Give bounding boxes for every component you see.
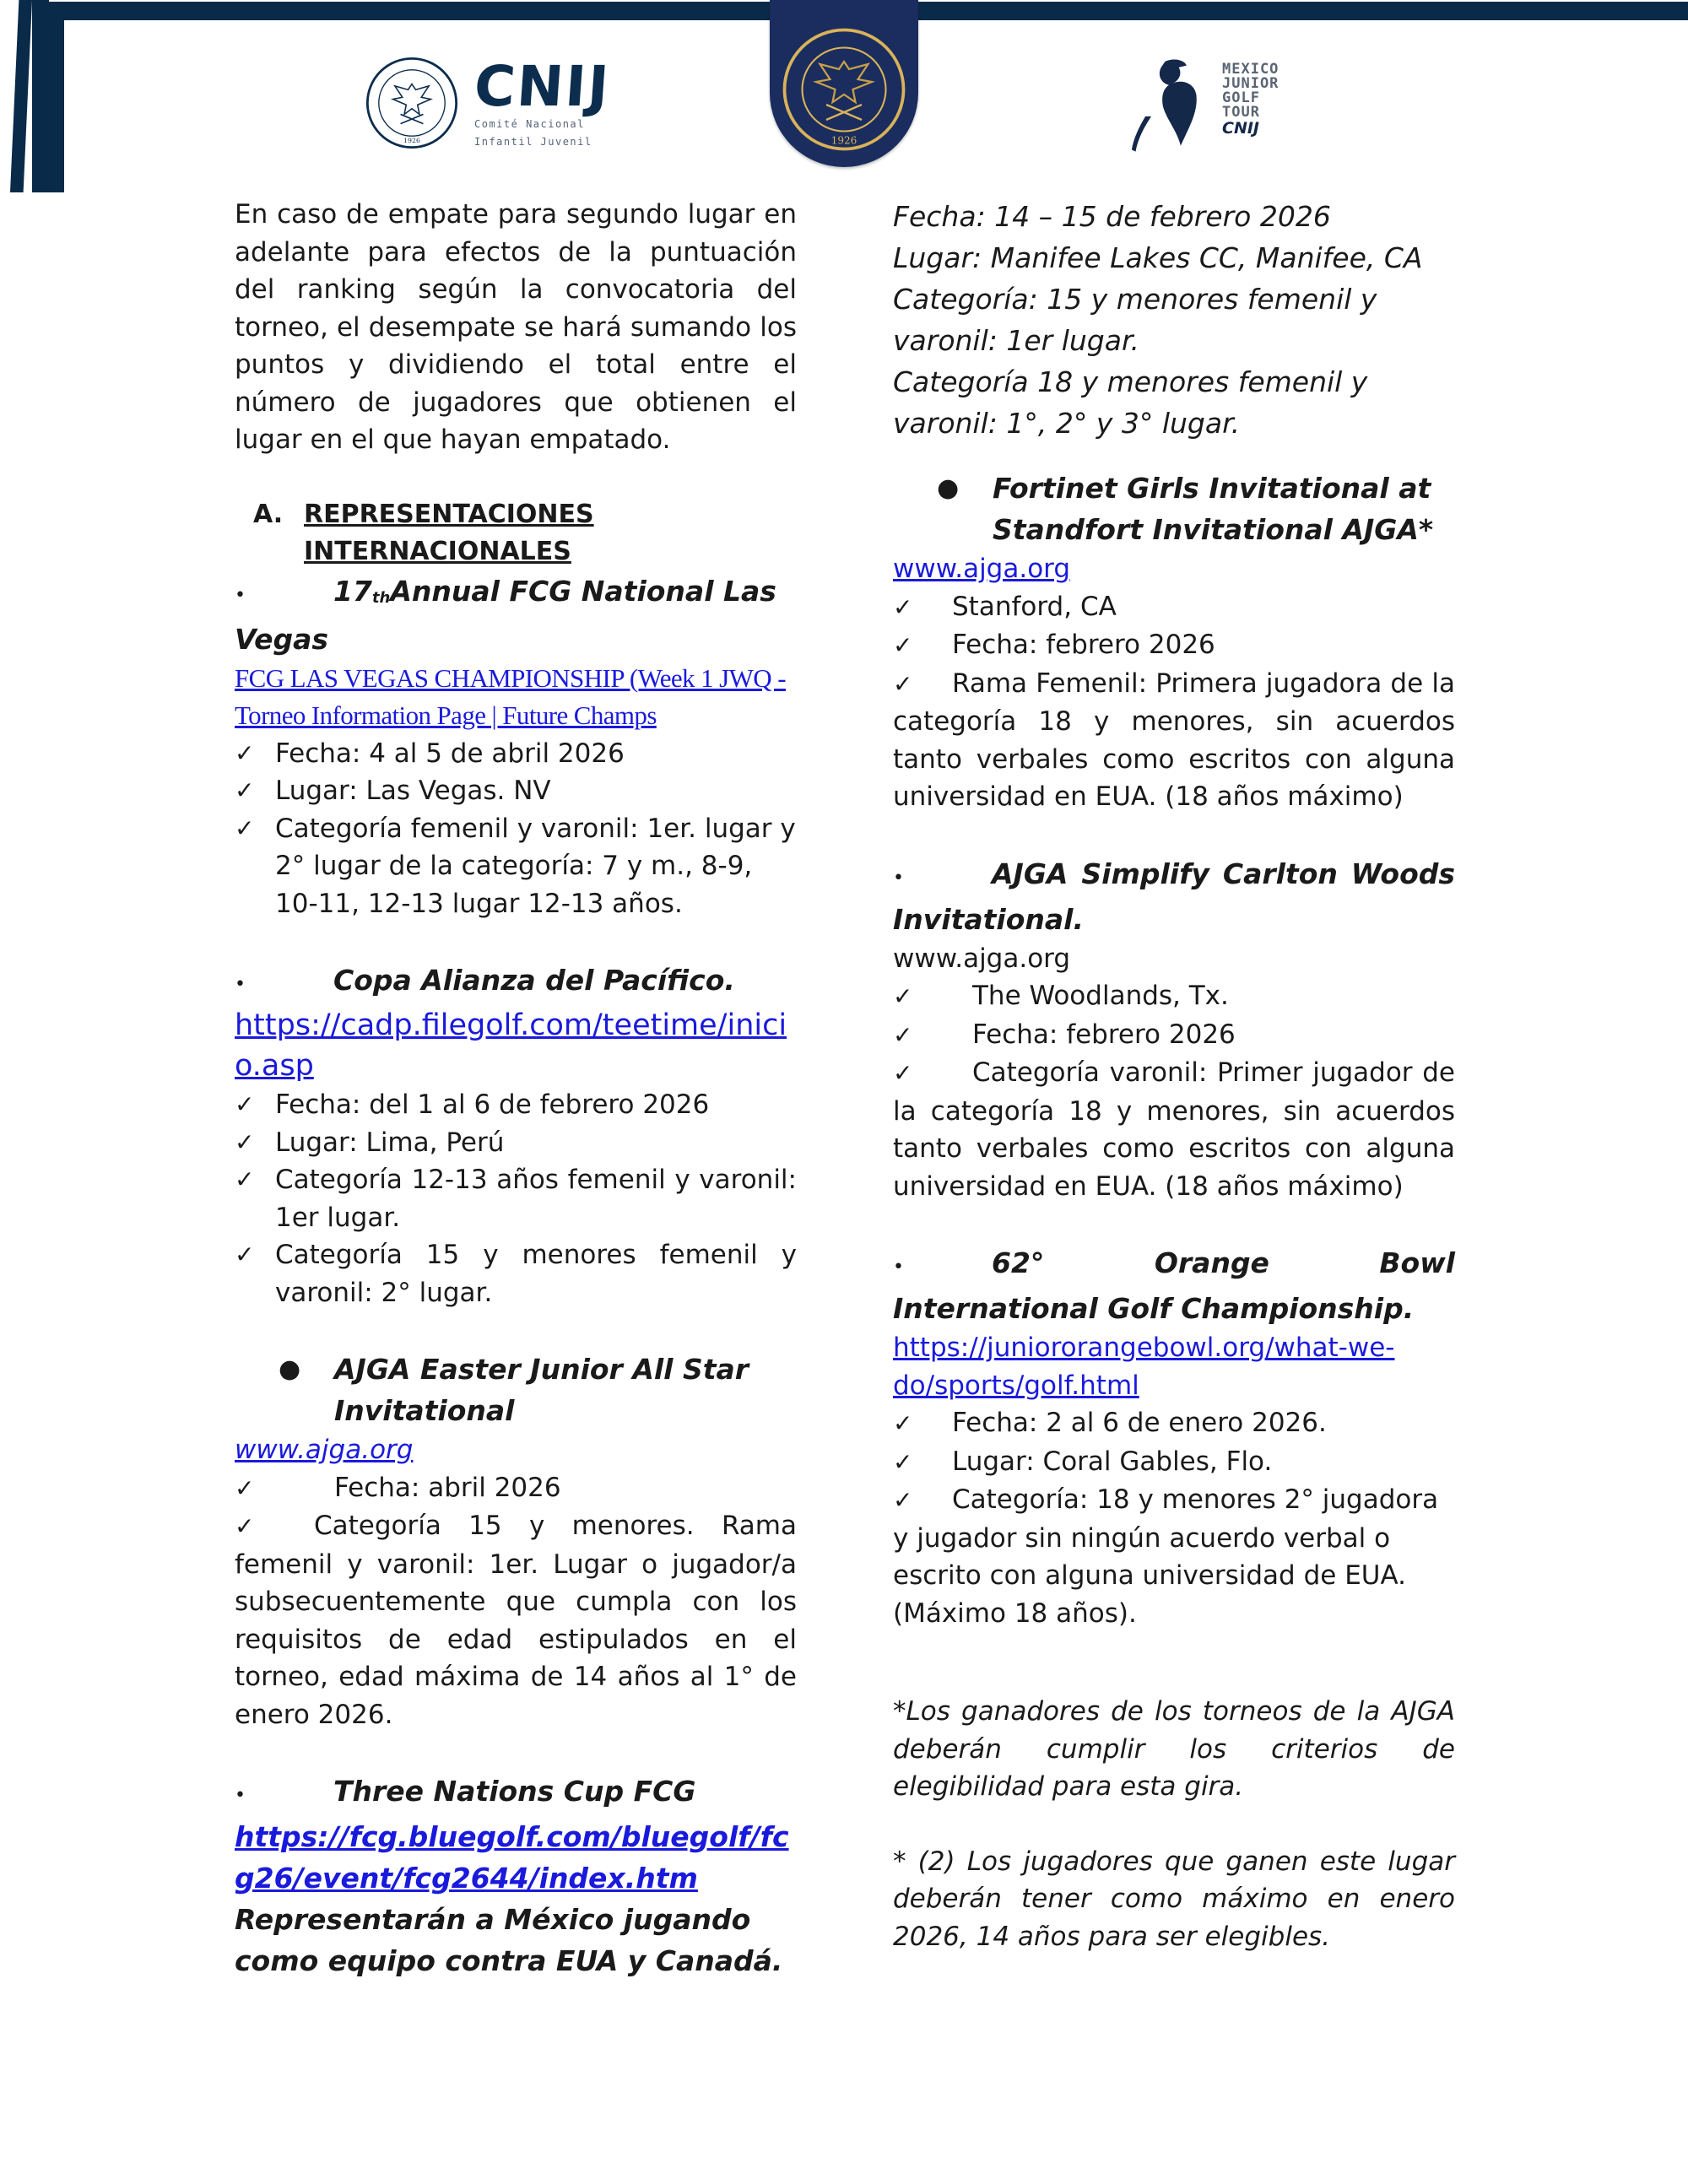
event-link[interactable]: FCG LAS VEGAS CHAMPIONSHIP (Week 1 JWQ - Torneo Information Page | Future Champs: [235, 662, 786, 730]
event-carlton-woods: [893, 853, 1455, 1206]
continued-event-details: [893, 196, 1455, 444]
event-link[interactable]: https://fcg.bluegolf.com/bluegolf/fcg26/event/fcg2644/index.htm: [235, 1820, 789, 1895]
detail-line: Lugar: Manifee Lakes CC, Manifee, CA: [893, 241, 1423, 274]
cnij-logo: [365, 54, 613, 154]
event-title: • AJGA Simplify Carlton Woods Invitational.: [893, 857, 1455, 936]
bullet-icon: •: [893, 867, 904, 889]
event-title: • 62° Orange Bowl International Golf Championship.: [893, 1246, 1455, 1325]
check-icon: ✓: [893, 592, 913, 621]
mjgt-line: GOLF: [1222, 89, 1260, 106]
bullet-icon: •: [235, 1785, 246, 1806]
event-link[interactable]: www.ajga.org: [893, 554, 1071, 584]
check-icon: ✓: [235, 776, 255, 804]
check-icon: ✓: [893, 1059, 913, 1087]
detail-item: ✓ Fecha: febrero 2026: [893, 626, 1455, 665]
cnij-subtitle: Comité Nacional: [474, 118, 585, 130]
header-left-stripe: [49, 2, 64, 192]
footnote: * (2) Los jugadores que ganen este lugar deberán tener como máximo en enero 2026, 14 años para ser elegibles.: [893, 1846, 1455, 1952]
mjgt-line: MEXICO: [1222, 61, 1280, 78]
header-left-stripe: [10, 0, 32, 192]
bullet-icon: •: [893, 1257, 904, 1278]
bullet-icon: •: [235, 584, 246, 606]
event-copa-alianza: [235, 960, 797, 1311]
detail-item: ✓ Lugar: Lima, Perú: [235, 1124, 797, 1162]
check-icon: ✓: [235, 1165, 255, 1193]
check-icon: ✓: [235, 738, 255, 767]
event-fortinet-girls: [893, 468, 1455, 816]
detail-line: Categoría: 15 y menores femenil y varonil: 1er lugar.: [893, 283, 1377, 357]
detail-item: ✓ The Woodlands, Tx.: [893, 977, 1455, 1016]
check-icon: ✓: [893, 1409, 913, 1437]
section-title: INTERNACIONALES: [304, 536, 571, 566]
detail-item: ✓ Fecha: del 1 al 6 de febrero 2026: [235, 1086, 797, 1124]
detail-item: ✓ Categoría 15 y menores femenil y varonil: 2° lugar.: [235, 1236, 797, 1311]
details-list: [235, 1086, 797, 1311]
svg-text:1926: 1926: [830, 134, 858, 147]
detail-item: ✓ Fecha: febrero 2026: [893, 1016, 1455, 1055]
event-link[interactable]: www.ajga.org: [235, 1435, 414, 1465]
intro-paragraph: En caso de empate para segundo lugar en adelante para efectos de la puntuación del ranking según la convocatoria del torneo, el desempate se hará sumando los puntos y dividiendo el total entre el número de jugadores que obtienen el lugar en el que hayan empatado.: [235, 199, 797, 455]
details-list: [235, 735, 797, 923]
event-link[interactable]: https://cadp.filegolf.com/teetime/inicio.asp: [235, 1008, 787, 1083]
check-icon: ✓: [893, 982, 913, 1010]
event-title: • Copa Alianza del Pacífico.: [235, 960, 797, 1005]
check-icon: ✓: [235, 814, 255, 842]
fmg-badge: [770, 0, 918, 167]
event-orange-bowl: [893, 1242, 1455, 1632]
svg-text:1926: 1926: [403, 137, 420, 145]
cnij-subtitle: Infantil Juvenil: [474, 136, 592, 148]
detail-item: ✓ Stanford, CA: [893, 588, 1455, 627]
mjgt-brand: CNIJ: [1222, 119, 1259, 138]
detail-line: Categoría 18 y menores femenil y varonil: 1°, 2° y 3° lugar.: [893, 365, 1368, 440]
detail-item: ✓ Categoría femenil y varonil: 1er. lugar y 2° lugar de la categoría: 7 y m., 8-9, 10-11, 12-13 lugar 12-13 años.: [235, 810, 797, 923]
event-link[interactable]: https://juniororangebowl.org/what-we-do/sports/golf.html: [893, 1333, 1395, 1401]
check-icon: ✓: [893, 1020, 913, 1049]
detail-item: ✓ Lugar: Las Vegas. NV: [235, 772, 797, 810]
detail-item: ✓ Rama Femenil: Primera jugadora de la categoría 18 y menores, sin acuerdos tanto verbales como escritos con alguna universidad en EUA. (18 años máximo): [893, 665, 1455, 816]
detail-item: ✓ Categoría 12-13 años femenil y varonil: 1er lugar.: [235, 1161, 797, 1236]
detail-item: ✓ Categoría 15 y menores. Rama femenil y varonil: 1er. Lugar o jugador/a subsecuentemente que cumpla con los requisitos de edad estipulados en el torneo, edad máxima de 14 años al 1° de enero 2026.: [235, 1507, 797, 1733]
event-title: • $17_{th}Annual$ FCG National Las Vegas: [235, 574, 776, 656]
bullet-icon: ●: [937, 473, 960, 503]
bullet-icon: •: [235, 974, 246, 995]
mjgt-line: TOUR: [1222, 104, 1260, 121]
section-heading: [253, 496, 797, 570]
fmg-seal-icon: [365, 56, 459, 154]
event-ajga-easter: [235, 1349, 797, 1733]
event-las-vegas: [235, 570, 797, 923]
mjgt-line: JUNIOR: [1222, 75, 1280, 92]
check-icon: ✓: [235, 1473, 255, 1502]
section-title: REPRESENTACIONES: [304, 499, 594, 529]
event-title: • Three Nations Cup FCG: [235, 1770, 797, 1816]
footnote: *Los ganadores de los torneos de la AJGA deberán cumplir los criterios de elegibilidad para esta gira.: [893, 1696, 1455, 1802]
mexico-junior-golf-tour-logo: [1112, 56, 1279, 154]
header-left-stripe: [32, 0, 49, 192]
detail-item: ✓ Fecha: 2 al 6 de enero 2026.: [893, 1404, 1455, 1443]
cnij-title: CNIJ: [472, 54, 613, 119]
event-title: ● Fortinet Girls Invitational at Standfort Invitational AJGA*: [937, 468, 1455, 550]
detail-item: ✓ Categoría varonil: Primer jugador de la categoría 18 y menores, sin acuerdos tanto verbales como escritos con alguna universidad en EUA. (18 años máximo): [893, 1054, 1455, 1205]
check-icon: ✓: [235, 1090, 255, 1118]
check-icon: ✓: [893, 669, 913, 698]
right-column: [893, 196, 1455, 1955]
check-icon: ✓: [235, 1512, 255, 1540]
check-icon: ✓: [893, 631, 913, 659]
event-title: ● AJGA Easter Junior All Star Invitational: [279, 1349, 797, 1431]
detail-line: Fecha: 14 – 15 de febrero 2026: [893, 200, 1331, 233]
check-icon: ✓: [893, 1447, 913, 1476]
event-url-text: www.ajga.org: [893, 943, 1071, 974]
left-column: [235, 196, 797, 1981]
detail-item: ✓ Lugar: Coral Gables, Flo.: [893, 1443, 1455, 1482]
bullet-icon: ●: [279, 1354, 301, 1384]
event-note: Representarán a México jugando como equipo contra EUA y Canadá.: [235, 1903, 783, 1977]
golfer-silhouette-icon: [1112, 56, 1214, 154]
check-icon: ✓: [235, 1127, 255, 1156]
detail-item: ✓ Fecha: abril 2026: [235, 1469, 797, 1508]
check-icon: ✓: [235, 1241, 255, 1268]
event-three-nations: [235, 1770, 797, 1981]
detail-item: ✓ Categoría: 18 y menores 2° jugadora y jugador sin ningún acuerdo verbal o escrito con alguna universidad de EUA. (Máximo 18 años).: [893, 1481, 1455, 1632]
section-letter: A.: [253, 499, 284, 529]
detail-item: ✓ Fecha: 4 al 5 de abril 2026: [235, 735, 797, 773]
check-icon: ✓: [893, 1486, 913, 1514]
fmg-gold-seal-icon: [781, 26, 907, 153]
